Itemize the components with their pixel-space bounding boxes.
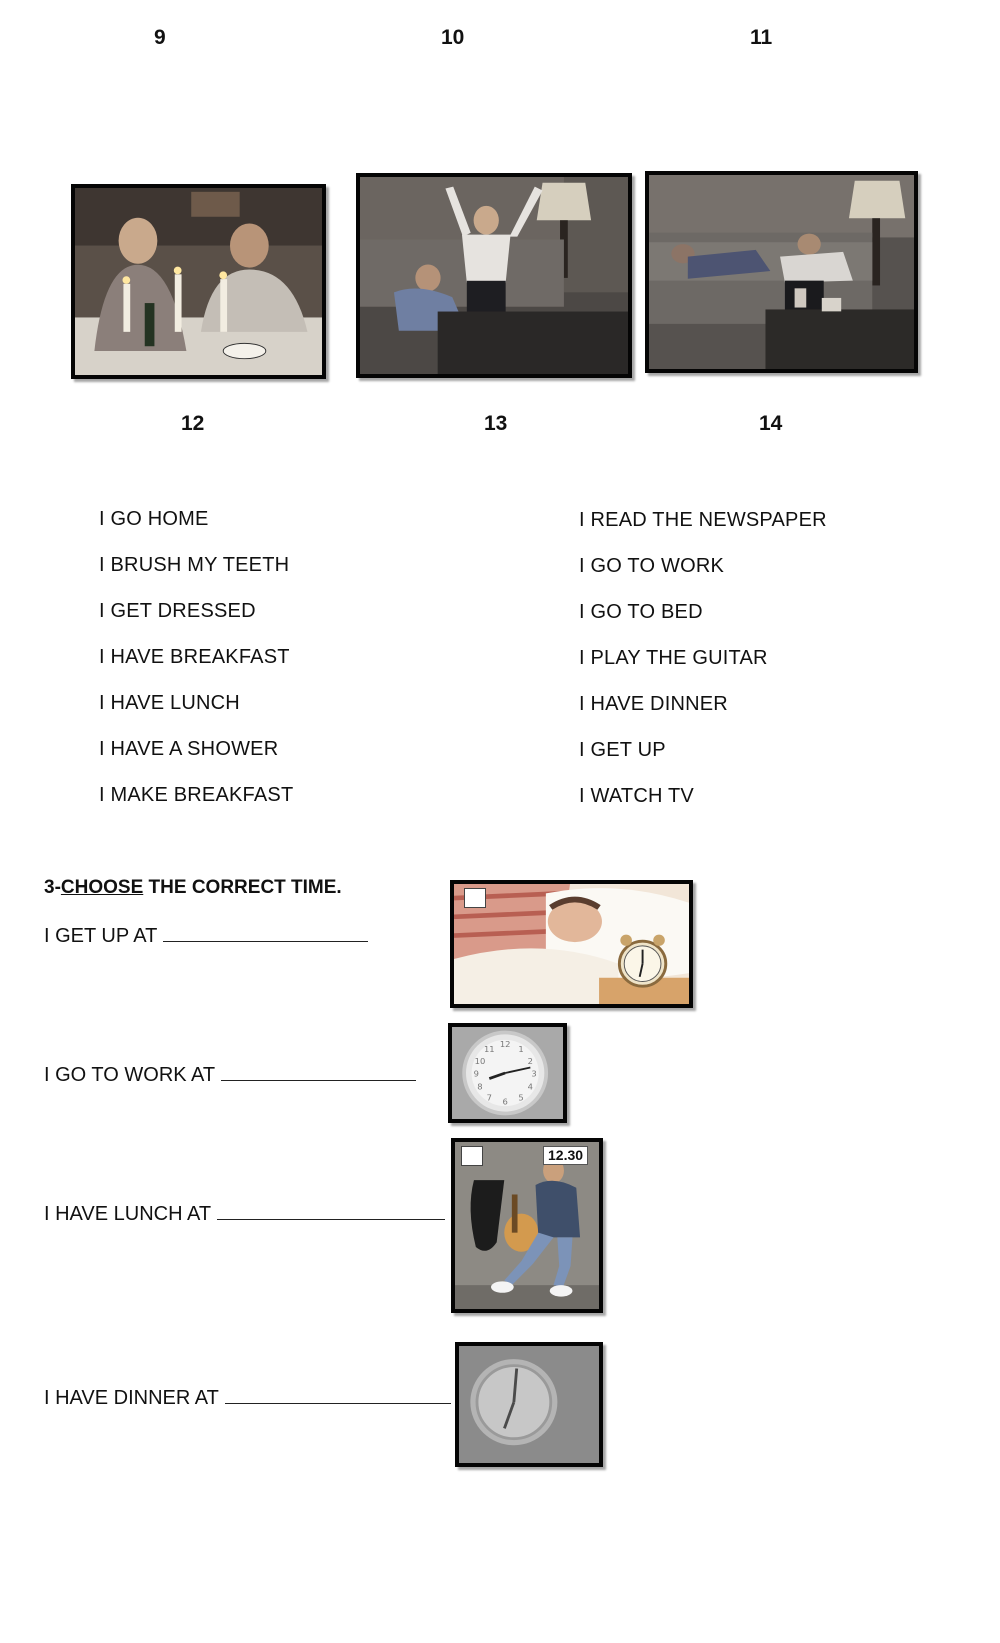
answer-checkbox[interactable] — [461, 1146, 483, 1166]
svg-text:12: 12 — [499, 1039, 511, 1050]
phrase-item: I READ THE NEWSPAPER — [579, 509, 827, 531]
answer-checkbox[interactable] — [464, 888, 486, 908]
question-have-dinner — [44, 1385, 451, 1410]
svg-text:5: 5 — [518, 1092, 524, 1103]
question-text: I GO TO WORK AT — [44, 1064, 216, 1086]
guitar-lunch-photo — [451, 1138, 603, 1313]
photo-number-14: 14 — [759, 412, 783, 435]
svg-text:10: 10 — [474, 1055, 486, 1066]
sleeping-alarm-clock-photo — [450, 880, 693, 1008]
answer-blank-have-dinner[interactable] — [225, 1385, 451, 1404]
answer-blank-go-to-work[interactable] — [221, 1062, 416, 1081]
svg-text:11: 11 — [483, 1043, 495, 1054]
sleeping-on-sofa-photo — [645, 171, 918, 373]
svg-text:3: 3 — [531, 1068, 537, 1079]
exercise-number-10: 10 — [441, 26, 465, 49]
svg-text:6: 6 — [502, 1096, 508, 1107]
svg-text:1: 1 — [518, 1043, 524, 1054]
phrase-item: I GET DRESSED — [99, 600, 256, 622]
svg-text:4: 4 — [527, 1081, 534, 1092]
answer-blank-get-up[interactable] — [163, 923, 368, 942]
phrase-item: I MAKE BREAKFAST — [99, 784, 294, 806]
phrase-item: I BRUSH MY TEETH — [99, 554, 290, 576]
wall-clock-photo — [448, 1023, 567, 1123]
svg-text:9: 9 — [473, 1068, 479, 1079]
exercise-number-9: 9 — [154, 26, 166, 49]
cheering-tv-photo — [356, 173, 632, 378]
svg-text:7: 7 — [486, 1092, 492, 1103]
phrase-item: I GET UP — [579, 739, 666, 761]
question-text: I HAVE LUNCH AT — [44, 1203, 212, 1225]
question-get-up — [44, 923, 368, 948]
question-text: I HAVE DINNER AT — [44, 1387, 219, 1409]
phrase-item: I WATCH TV — [579, 785, 694, 807]
phrase-item: I GO TO BED — [579, 601, 703, 623]
question-have-lunch — [44, 1201, 445, 1226]
photo-number-12: 12 — [181, 412, 205, 435]
exercise-number-11: 11 — [750, 26, 773, 49]
phrase-item: I HAVE DINNER — [579, 693, 728, 715]
section-3-underlined-word: CHOOSE — [60, 877, 144, 898]
section-3-heading — [44, 877, 342, 899]
answer-blank-have-lunch[interactable] — [217, 1201, 445, 1220]
question-text: I GET UP AT — [44, 925, 158, 947]
svg-text:8: 8 — [477, 1081, 483, 1092]
section-3-rest: THE CORRECT TIME. — [143, 877, 342, 898]
phrase-item: I HAVE A SHOWER — [99, 738, 279, 760]
candlelight-dinner-photo — [71, 184, 326, 379]
phrase-item: I GO HOME — [99, 508, 209, 530]
time-label: 12.30 — [543, 1146, 588, 1165]
question-go-to-work — [44, 1062, 416, 1087]
phrase-item: I GO TO WORK — [579, 555, 725, 577]
svg-text:2: 2 — [527, 1055, 534, 1066]
dinner-clock-photo — [455, 1342, 603, 1467]
phrase-item: I PLAY THE GUITAR — [579, 647, 768, 669]
phrase-item: I HAVE BREAKFAST — [99, 646, 290, 668]
section-3-prefix: 3- — [44, 877, 61, 898]
phrase-item: I HAVE LUNCH — [99, 692, 240, 714]
photo-number-13: 13 — [484, 412, 508, 435]
